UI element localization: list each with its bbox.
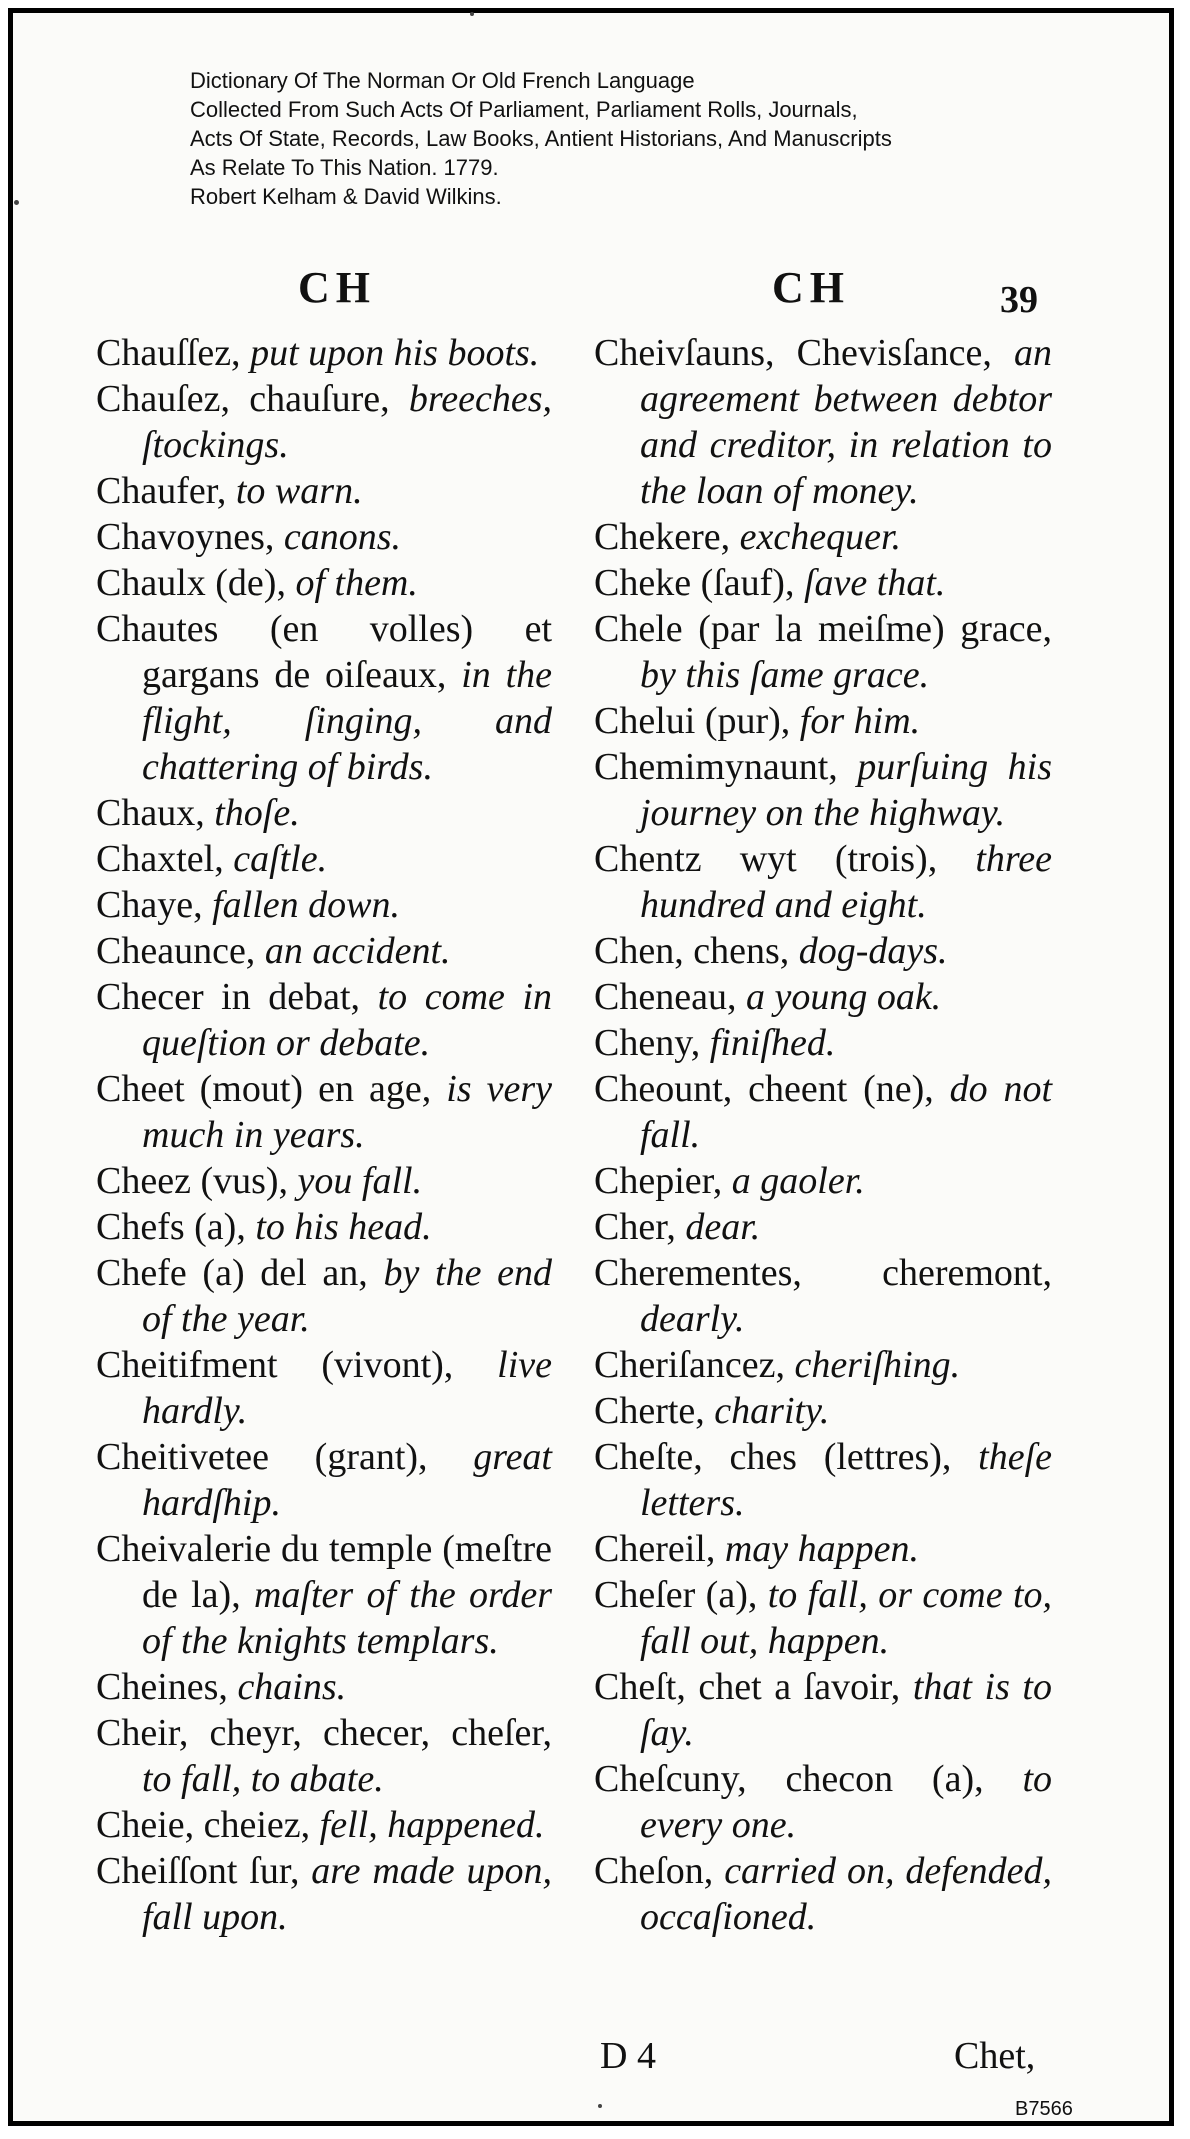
entry-headword: Chentz wyt (trois), (594, 838, 938, 880)
dictionary-entry (594, 1066, 1052, 1158)
entry-headword: Chavoynes, (96, 516, 275, 558)
entry-headword: Chaufer, (96, 470, 227, 512)
entry-gloss: exchequer. (739, 516, 902, 558)
entry-gloss: breeches, ſtockings. (142, 378, 553, 466)
dictionary-entry (594, 1204, 1052, 1250)
print-speck (14, 200, 19, 205)
entry-headword: Cheivalerie du temple (meſtre de la), (96, 1528, 552, 1616)
entry-gloss: dog-days. (798, 930, 948, 972)
entry-headword: Cherementes, cheremont, (594, 1252, 1052, 1294)
print-speck (470, 12, 474, 16)
entry-headword: Chekere, (594, 516, 731, 558)
dictionary-entry (96, 606, 552, 790)
entry-gloss: is very much in years. (142, 1068, 553, 1156)
entry-gloss: dear. (685, 1206, 761, 1248)
entry-headword: Cheny, (594, 1022, 701, 1064)
source-caption (190, 66, 892, 211)
catalog-stamp: B7566 (1015, 2098, 1073, 2120)
entry-headword: Cheſer (a), (594, 1574, 758, 1616)
dictionary-entry (594, 1342, 1052, 1388)
entry-headword: Chele (par la meiſme) grace, (594, 608, 1052, 650)
entry-headword: Cheſt, chet a ſavoir, (594, 1666, 901, 1708)
dictionary-entry (96, 882, 552, 928)
entry-gloss: purſuing his journey on the highway. (640, 746, 1052, 834)
entry-headword: Cheke (ſauf), (594, 562, 795, 604)
entry-gloss: great hardſhip. (142, 1436, 552, 1524)
dictionary-entry (594, 928, 1052, 974)
entry-headword: Chautes (en volles) et gargans de oiſeaux, (96, 608, 552, 696)
dictionary-entry (96, 330, 552, 376)
entry-gloss: live hardly. (142, 1344, 552, 1432)
print-speck (598, 2104, 602, 2108)
running-head-right: CH (772, 263, 850, 312)
entry-gloss: an agreement between debtor and creditor, in relation to the loan of money. (640, 332, 1052, 512)
dictionary-entry (96, 1664, 552, 1710)
entry-gloss: cheriſhing. (794, 1344, 961, 1386)
entry-gloss: by this ſame grace. (640, 654, 930, 696)
entry-gloss: you fall. (297, 1160, 423, 1202)
entry-headword: Cheez (vus), (96, 1160, 289, 1202)
dictionary-entry (594, 744, 1052, 836)
entry-headword: Cheſon, (594, 1850, 714, 1892)
entry-gloss: do not fall. (640, 1068, 1052, 1156)
entry-gloss: a young oak. (745, 976, 942, 1018)
entry-headword: Cheitivetee (grant), (96, 1436, 428, 1478)
dictionary-entry (594, 330, 1052, 514)
entry-gloss: of them. (295, 562, 418, 604)
entry-headword: Chen, chens, (594, 930, 790, 972)
caption-line: Dictionary Of The Norman Or Old French Language (190, 68, 695, 93)
dictionary-entry (96, 974, 552, 1066)
entry-headword: Chemimynaunt, (594, 746, 838, 788)
dictionary-entry (96, 1158, 552, 1204)
entry-headword: Checer in debat, (96, 976, 361, 1018)
dictionary-entry (594, 1526, 1052, 1572)
dictionary-entry (594, 836, 1052, 928)
dictionary-entry (96, 1342, 552, 1434)
dictionary-entry (96, 560, 552, 606)
dictionary-entry (594, 606, 1052, 698)
entry-headword: Cheet (mout) en age, (96, 1068, 432, 1110)
entry-headword: Cheivſauns, Chevisſance, (594, 332, 992, 374)
entry-headword: Cherte, (594, 1390, 705, 1432)
entry-headword: Chefe (a) del an, (96, 1252, 368, 1294)
entry-gloss: to come in queſtion or debate. (142, 976, 552, 1064)
catchword: Chet, (954, 2035, 1036, 2077)
dictionary-entry (96, 376, 552, 468)
entry-headword: Cheneau, (594, 976, 737, 1018)
entry-headword: Cheriſancez, (594, 1344, 785, 1386)
entry-gloss: to every one. (640, 1758, 1052, 1846)
entry-gloss: canons. (283, 516, 402, 558)
caption-line: Collected From Such Acts Of Parliament, Parliament Rolls, Journals, (190, 97, 858, 122)
dictionary-entry (594, 514, 1052, 560)
entry-gloss: finiſhed. (709, 1022, 836, 1064)
entry-gloss: thoſe. (214, 792, 300, 834)
entry-headword: Cheines, (96, 1666, 228, 1708)
entry-gloss: for him. (799, 700, 921, 742)
dictionary-entry (96, 1434, 552, 1526)
entry-headword: Chefs (a), (96, 1206, 246, 1248)
entry-gloss: theſe letters. (640, 1436, 1053, 1524)
entry-gloss: by the end of the year. (142, 1252, 553, 1340)
dictionary-entry (96, 1802, 552, 1848)
dictionary-entry (594, 1756, 1052, 1848)
dictionary-entry (96, 468, 552, 514)
dictionary-entry (594, 974, 1052, 1020)
running-head-left: CH (298, 263, 376, 312)
entry-headword: Cheſte, ches (lettres), (594, 1436, 952, 1478)
entry-gloss: are made upon, fall upon. (142, 1850, 552, 1938)
entry-gloss: ſave that. (803, 562, 946, 604)
entry-gloss: that is to ſay. (640, 1666, 1052, 1754)
dictionary-entry (96, 790, 552, 836)
entry-headword: Cheie, cheiez, (96, 1804, 311, 1846)
entry-headword: Chaulx (de), (96, 562, 286, 604)
entry-headword: Cher, (594, 1206, 676, 1248)
entry-gloss: a gaoler. (731, 1160, 865, 1202)
dictionary-entry (96, 928, 552, 974)
entry-gloss: caſtle. (233, 838, 328, 880)
entry-headword: Chaux, (96, 792, 205, 834)
entry-headword: Cheitifment (vivont), (96, 1344, 454, 1386)
entry-gloss: an accident. (264, 930, 451, 972)
entry-gloss: three hundred and eight. (640, 838, 1052, 926)
dictionary-entry (594, 1388, 1052, 1434)
entry-headword: Chereil, (594, 1528, 716, 1570)
dictionary-entry (594, 1848, 1052, 1940)
dictionary-entry (594, 1020, 1052, 1066)
left-column (96, 330, 552, 1940)
dictionary-entry (96, 514, 552, 560)
dictionary-entry (594, 698, 1052, 744)
entry-gloss: dearly. (640, 1298, 745, 1340)
entry-gloss: may happen. (724, 1528, 920, 1570)
entry-headword: Chaye, (96, 884, 203, 926)
dictionary-entry (96, 1204, 552, 1250)
caption-line: Acts Of State, Records, Law Books, Antient Historians, And Manuscripts (190, 126, 892, 151)
dictionary-entry (96, 836, 552, 882)
right-column (594, 330, 1052, 1940)
dictionary-entry (594, 560, 1052, 606)
entry-headword: Cheaunce, (96, 930, 256, 972)
entry-gloss: put upon his boots. (250, 332, 540, 374)
entry-gloss: to warn. (235, 470, 363, 512)
entry-headword: Chauſſez, (96, 332, 241, 374)
dictionary-entry (594, 1158, 1052, 1204)
entry-headword: Cheſcuny, checon (a), (594, 1758, 984, 1800)
entry-gloss: to fall, or come to, fall out, happen. (640, 1574, 1052, 1662)
entry-gloss: to his head. (255, 1206, 432, 1248)
dictionary-entry (594, 1434, 1052, 1526)
entry-headword: Cheiſſont ſur, (96, 1850, 300, 1892)
dictionary-entry (96, 1526, 552, 1664)
entry-headword: Chepier, (594, 1160, 723, 1202)
dictionary-entry (594, 1572, 1052, 1664)
dictionary-entry (594, 1250, 1052, 1342)
entry-gloss: carried on, defended, occaſioned. (640, 1850, 1053, 1938)
entry-gloss: fallen down. (212, 884, 400, 926)
dictionary-entry (96, 1066, 552, 1158)
entry-gloss: maſter of the order of the knights templars. (142, 1574, 552, 1662)
entry-headword: Cheount, cheent (ne), (594, 1068, 934, 1110)
entry-headword: Chaxtel, (96, 838, 224, 880)
entry-gloss: chains. (237, 1666, 347, 1708)
caption-line: As Relate To This Nation. 1779. (190, 155, 499, 180)
signature-mark: D 4 (600, 2035, 656, 2077)
page-number: 39 (1000, 279, 1038, 321)
dictionary-entry (96, 1250, 552, 1342)
entry-headword: Cheir, cheyr, checer, cheſer, (96, 1712, 552, 1754)
caption-line: Robert Kelham & David Wilkins. (190, 184, 502, 209)
entry-gloss: charity. (714, 1390, 830, 1432)
entry-gloss: in the flight, ſinging, and chattering of birds. (142, 654, 552, 788)
entry-gloss: fell, happened. (319, 1804, 545, 1846)
entry-headword: Chelui (pur), (594, 700, 791, 742)
dictionary-entry (594, 1664, 1052, 1756)
entry-gloss: to fall, to abate. (142, 1758, 384, 1800)
dictionary-entry (96, 1710, 552, 1802)
dictionary-entry (96, 1848, 552, 1940)
entry-headword: Chauſez, chauſure, (96, 378, 390, 420)
